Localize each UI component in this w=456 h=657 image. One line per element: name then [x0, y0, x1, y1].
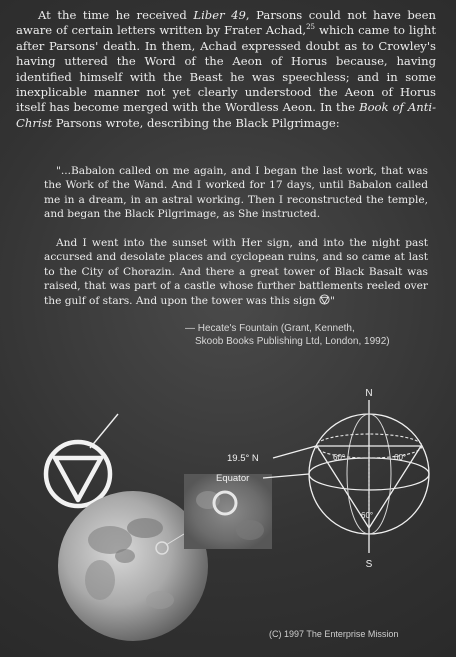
intro-text-3: which came to light after Parsons' death. In them, Achad expressed doubt as to Crowley's having uttered the Word of the Aeon of Horus because, having identified himself with the Beast he was speechless; and in some inexplicable manner not yet clearly understood the Aeon of Horus itself has become merged with the Wordless Aeon. In the [16, 23, 436, 115]
intro-text-2: , Parsons could not have been aware of certain letters written by Frater Achad, [16, 8, 436, 38]
citation-line-1: — Hecate's Fountain (Grant, Kenneth, [185, 323, 355, 334]
quote-text-2: And I went into the sunset with Her sign, and into the night past accursed and desolate places and cyclopean ruins, and so came at last to the City of Chorazin. And there a great tower of Black Basalt was raised, that was part of a castle whose further battlements reeled over the gulf of stars. And upon the tower was this sign [44, 237, 428, 307]
enlarged-sign-icon [46, 414, 118, 506]
angle-left-label: 60° [333, 453, 346, 462]
quote-text-1: "...Babalon called on me again, and I began the last work, that was the Work of the Wand. And I worked for 17 days, until Babalon called me in a dream, in an astral working. Then I reconstructed the temple, and began the Black Pilgrimage, as She instructed. [44, 165, 428, 221]
intro-book-title-liber49: Liber 49 [193, 8, 246, 22]
copyright-notice: (C) 1997 The Enterprise Mission [269, 629, 399, 639]
footnote-marker: 25 [306, 23, 316, 32]
crater-inset-image [184, 474, 272, 549]
angle-bottom-label: 60° [361, 511, 374, 520]
intro-text-4: Parsons wrote, describing the Black Pilgrimage: [52, 115, 340, 130]
intro-book-title-antichrist: Book of Anti-Christ [16, 100, 436, 130]
latitude-label: 19.5° N [227, 453, 259, 464]
north-label: N [365, 388, 373, 399]
angle-right-label: 60° [394, 453, 407, 462]
intro-text-1: At the time he received [38, 8, 194, 22]
quote-close-mark: " [330, 294, 335, 307]
equator-label: Equator [216, 473, 250, 484]
south-label: S [365, 559, 373, 570]
citation-line-2: Skoob Books Publishing Ltd, London, 1992) [195, 336, 390, 347]
